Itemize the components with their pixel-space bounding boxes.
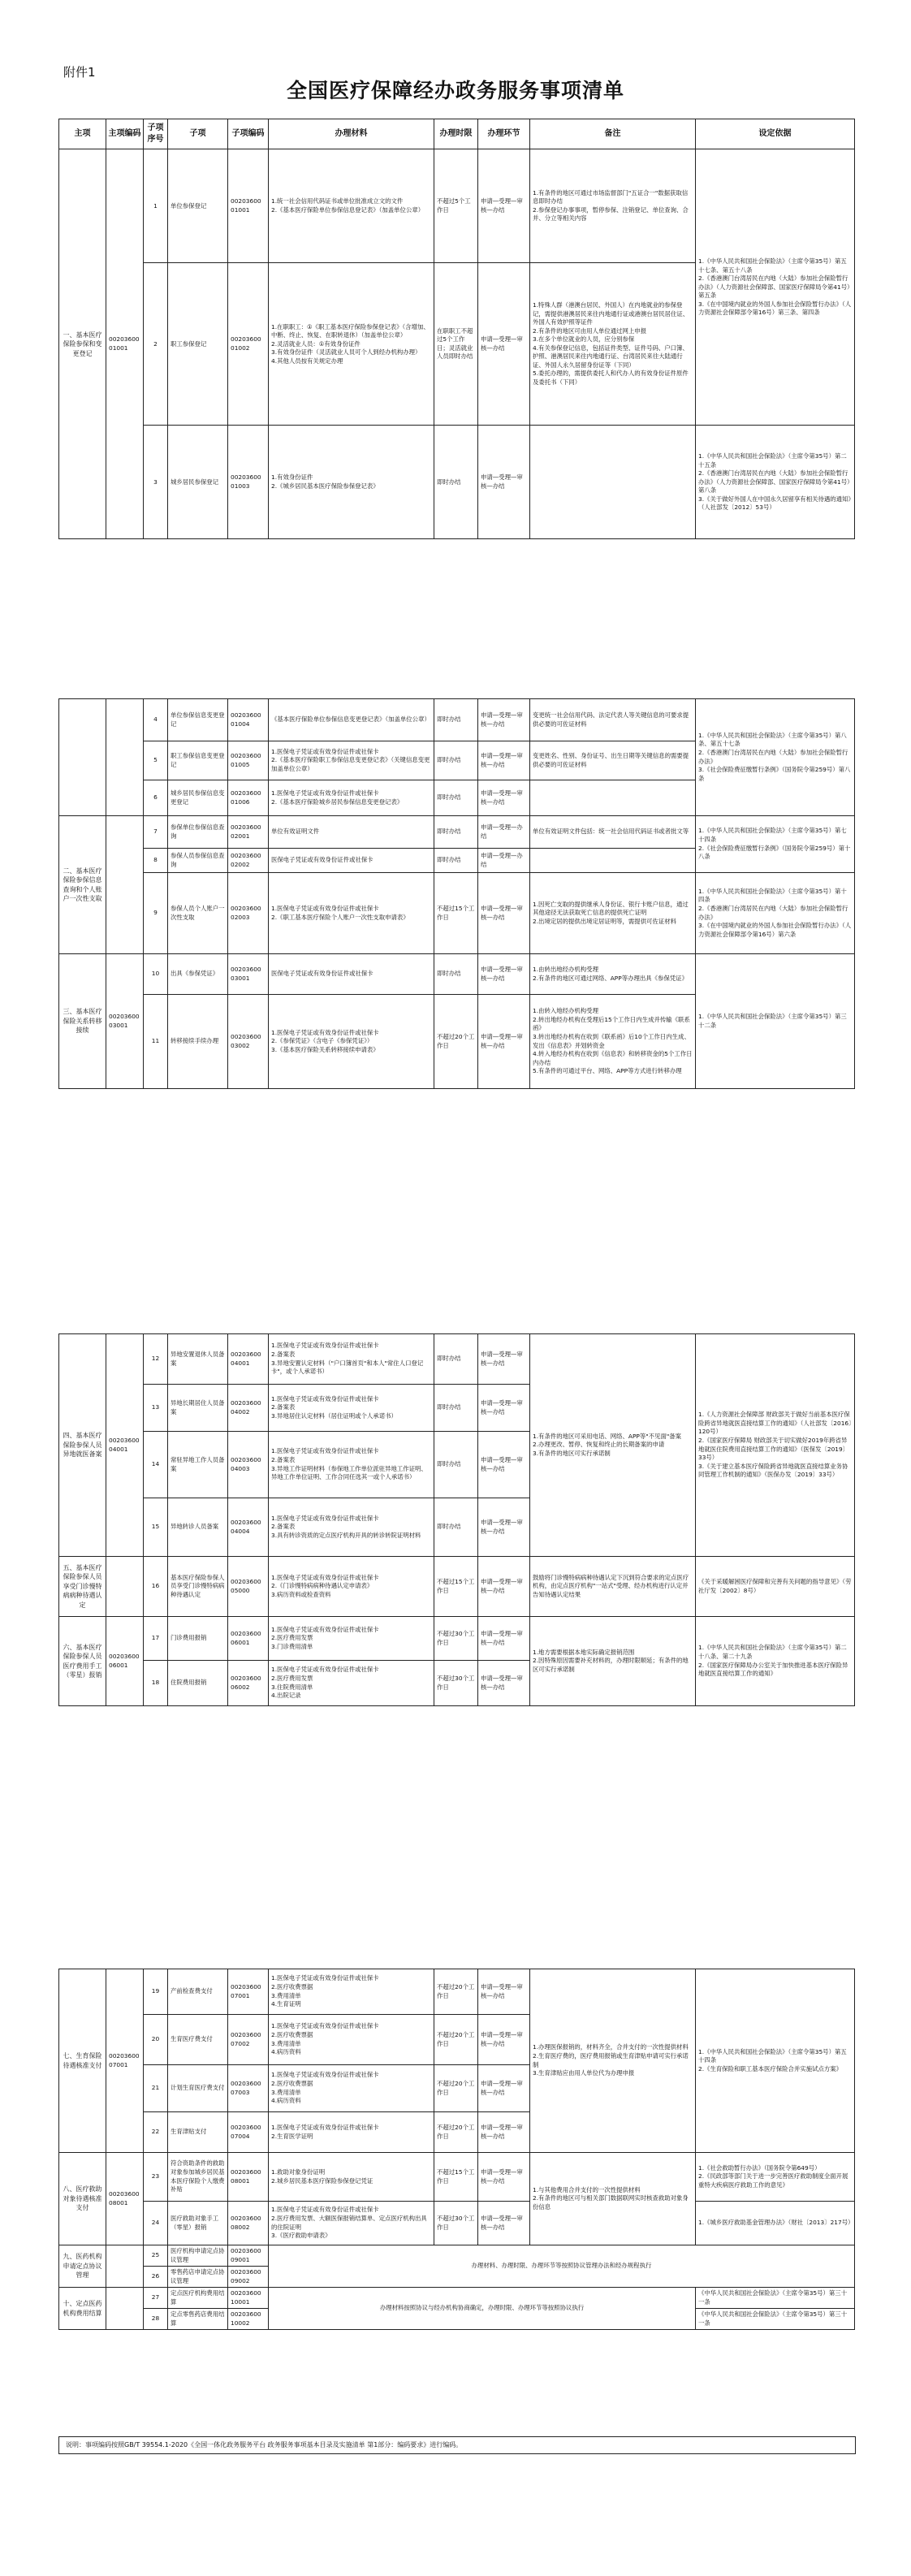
- sub-name: 生育医疗费支付: [168, 2015, 228, 2065]
- sub-code: 00203600 01002: [228, 263, 269, 426]
- sub-materials: 1.医保电子凭证或有效身份证件或社保卡 2.医疗费用发票 3.门诊费用清单: [269, 1617, 434, 1661]
- sub-steps: 申请—受理—审核—办结: [478, 954, 530, 995]
- sub-code: 00203600 04001: [228, 1334, 269, 1385]
- sub-name: 参保单位参保信息查询: [168, 816, 228, 849]
- main-item-name: 七、生育保险待遇核准支付: [59, 1969, 106, 2153]
- sub-code: 00203600 01004: [228, 699, 269, 741]
- sub-name: 医疗机构申请定点协议管理: [168, 2245, 228, 2267]
- sub-name: 职工参保信息变更登记: [168, 741, 228, 780]
- header-steps: 办理环节: [478, 119, 530, 149]
- sub-materials: 1.在职职工：①《职工基本医疗保险参保登记表》（含增加、中断、终止、恢复、在职转退休）（加盖单位公章） 2.灵活就业人员：①有效身份证件 3.有效身份证件（灵活就业人员可个人到经办机构办理） 4.其他人员按有关规定办理: [269, 263, 434, 426]
- sub-materials: 1.医保电子凭证或有效身份证件或社保卡 2.生育医学证明: [269, 2112, 434, 2153]
- sub-basis: 1.《中华人民共和国社会保险法》（主席令第35号）第十四条 2.《香港澳门台湾居民在内地（大陆）参加社会保险暂行办法》 3.《在中国境内就业的外国人参加社会保险暂行办法》（人力资源社会保障部令第16号）第六条: [696, 873, 855, 954]
- sub-basis: 1.《人力资源社会保障部 财政部关于做好当前基本医疗保险跨省异地就医直接结算工作的通知》（人社部发〔2016〕120号） 2.《国家医疗保障局 财政部关于切实做好2019年跨省异地就医住院费用直接结算工作的通知》（医保发〔2019〕33号） 3.《关于建立基本医疗保险跨省异地就医直接结算业务协同管理工作机制的通知》（医保办发〔2019〕33号）: [696, 1334, 855, 1557]
- sub-seq: 23: [144, 2153, 168, 2202]
- header-time-limit: 办理时限: [434, 119, 478, 149]
- sub-code: 00203600 04004: [228, 1498, 269, 1557]
- table-row: [59, 2202, 855, 2245]
- sub-materials: 1.医保电子凭证或有效身份证件或社保卡 2.《基本医疗保险职工参保信息变更登记表》（关键信息变更加盖单位公章）: [269, 741, 434, 780]
- sub-code: 00203600 07004: [228, 2112, 269, 2153]
- sub-steps: 申请—受理—审核—办结: [478, 2153, 530, 2202]
- sub-materials: 1.医保电子凭证或有效身份证件或社保卡 2.医疗费用发票 3.住院费用清单 4.出院记录: [269, 1661, 434, 1706]
- sub-basis: 1.《中华人民共和国社会保险法》（主席令第35号）第五十七条、第五十八条 2.《香港澳门台湾居民在内地（大陆）参加社会保险暂行办法》（人力资源社会保障部、国家医疗保障局令第41号）第五条 3.《在中国境内就业的外国人参加社会保险暂行办法》（人力资源社会保障部令第16号）第三条、第四条: [696, 149, 855, 426]
- sub-note: 变更统一社会信用代码、法定代表人等关键信息的可要求提供必要的可佐证材料: [530, 699, 696, 741]
- sub-code: 00203600 04002: [228, 1385, 269, 1432]
- sub-seq: 9: [144, 873, 168, 954]
- sub-basis: 《中华人民共和国社会保险法》（主席令第35号）第三十一条: [696, 2288, 855, 2309]
- header-sub-item: 子项: [168, 119, 228, 149]
- service-table-page-1: [58, 119, 855, 539]
- sub-materials: 医保电子凭证或有效身份证件或社保卡: [269, 849, 434, 873]
- sub-steps: 申请—受理—审核—办结: [478, 1498, 530, 1557]
- sub-note: 1.特殊人群（港澳台居民、外国人）在内地就业的参保登记，需提供港澳居民来往内地通行证或港澳台居民居住证、外国人有效护照等证件 2.有条件的地区可由用人单位通过网上申报 3.在多个单位就业的人员，应分别参保 4.有关参保登记信息，包括证件类型、证件号码、户口簿、护照、港澳居民来往内地通行证、台湾居民来往大陆通行证、外国人永久居留身份证等（下同） 5.委托办理的，需提供委托人和代办人的有效身份证件原件及委托书（下同）: [530, 263, 696, 426]
- sub-code: 00203600 03002: [228, 995, 269, 1089]
- sub-code: 00203600 01005: [228, 741, 269, 780]
- sub-seq: 11: [144, 995, 168, 1089]
- sub-time: 不超过20个工作日: [434, 2015, 478, 2065]
- sub-materials: 1.医保电子凭证或有效身份证件或社保卡 2.备案表 3.异地安置认定材料（"户口簿首页"和本人"常住人口登记卡"，或个人承诺书）: [269, 1334, 434, 1385]
- sub-steps: 申请—受理—审核—办结: [478, 1557, 530, 1617]
- service-table-page-2: [58, 698, 855, 1089]
- sub-seq: 18: [144, 1661, 168, 1706]
- sub-basis: 《中华人民共和国社会保险法》（主席令第35号）第三十一条: [696, 2309, 855, 2330]
- sub-materials: 《基本医疗保险单位参保信息变更登记表》（加盖单位公章）: [269, 699, 434, 741]
- sub-seq: 28: [144, 2309, 168, 2330]
- sub-seq: 20: [144, 2015, 168, 2065]
- sub-note: 1.与其他费用合并支付的一次性提供材料 2.有条件的地区可与相关部门数据联网实时核查救助对象身份信息: [530, 2153, 696, 2245]
- table-row: [59, 816, 855, 849]
- sub-steps: 申请—受理—审核—办结: [478, 995, 530, 1089]
- sub-materials: 1.医保电子凭证或有效身份证件或社保卡 2.医疗收费票据 3.费用清单 4.病历资料: [269, 2065, 434, 2112]
- sub-note: 1.因死亡支取的提供继承人身份证、银行卡账户信息，通过其他途径无法获取死亡信息的提供死亡证明 2.出境定居的提供出境定居证明等，需提供可佐证材料: [530, 873, 696, 954]
- table-row: [59, 1557, 855, 1617]
- sub-seq: 25: [144, 2245, 168, 2267]
- sub-time: 即时办结: [434, 1498, 478, 1557]
- sub-time: 即时办结: [434, 699, 478, 741]
- main-item-code: 00203600 08001: [106, 2153, 144, 2245]
- sub-note: 1.由转出地经办机构受理 2.有条件的地区可通过网络、APP等办理出具《参保凭证》: [530, 954, 696, 995]
- header-note: 备注: [530, 119, 696, 149]
- sub-code: 00203600 10002: [228, 2309, 269, 2330]
- sub-name: 异地安置退休人员备案: [168, 1334, 228, 1385]
- sub-code: 00203600 09002: [228, 2267, 269, 2288]
- sub-basis: 1.《中华人民共和国社会保险法》（主席令第35号）第三十二条: [696, 954, 855, 1089]
- sub-seq: 1: [144, 149, 168, 263]
- sub-time: 不超过30个工作日: [434, 1617, 478, 1661]
- main-item-name: 二、基本医疗保险参保信息查询和个人账户一次性支取: [59, 816, 106, 954]
- sub-time: 不超过20个工作日: [434, 2112, 478, 2153]
- sub-code: 00203600 06002: [228, 1661, 269, 1706]
- sub-time: 在职职工不超过5个工作日；灵活就业人员即时办结: [434, 263, 478, 426]
- sub-materials: 1.有效身份证件 2.《城乡居民基本医疗保险参保登记表》: [269, 426, 434, 539]
- sub-seq: 22: [144, 2112, 168, 2153]
- sub-name: 生育津贴支付: [168, 2112, 228, 2153]
- sub-code: 00203600 01006: [228, 780, 269, 816]
- table-row: [59, 149, 855, 263]
- sub-basis: 1.《中华人民共和国社会保险法》（主席令第35号）第二十五条 2.《香港澳门台湾居民在内地（大陆）参加社会保险暂行办法》（人力资源社会保障部、国家医疗保障局令第41号）第八条 3.《关于做好外国人在中国永久居留享有相关待遇的通知》（人社部发〔2012〕53号）: [696, 426, 855, 539]
- annex-label: 附件1: [63, 65, 96, 80]
- sub-name: 城乡居民参保信息变更登记: [168, 780, 228, 816]
- sub-seq: 10: [144, 954, 168, 995]
- sub-name: 城乡居民参保登记: [168, 426, 228, 539]
- main-item-name: 三、基本医疗保险关系转移接续: [59, 954, 106, 1089]
- sub-steps: 申请—受理—审核—办结: [478, 2112, 530, 2153]
- sub-time: 即时办结: [434, 1432, 478, 1498]
- sub-time: 即时办结: [434, 1334, 478, 1385]
- merged-cell-agreement: 办理材料、办理时限、办理环节等按照协议管理办法和经办规程执行: [269, 2245, 855, 2288]
- main-item-name: 六、基本医疗保险参保人员医疗费用手工（零星）报销: [59, 1617, 106, 1706]
- sub-steps: 申请—受理—审核—办结: [478, 1334, 530, 1385]
- table-row: [59, 954, 855, 995]
- sub-time: 即时办结: [434, 426, 478, 539]
- sub-code: 00203600 09001: [228, 2245, 269, 2267]
- header-main-code: 主项编码: [106, 119, 144, 149]
- sub-name: 常驻异地工作人员备案: [168, 1432, 228, 1498]
- sub-code: 00203600 07002: [228, 2015, 269, 2065]
- sub-steps: 申请—受理—审核—办结: [478, 780, 530, 816]
- sub-seq: 6: [144, 780, 168, 816]
- sub-code: 00203600 03001: [228, 954, 269, 995]
- merged-cell-settlement: 办理材料按照协议与经办机构协商确定，办理时限、办理环节等按照协议执行: [269, 2288, 696, 2330]
- sub-name: 异地长期居住人员备案: [168, 1385, 228, 1432]
- sub-note: 单位有效证明文件包括：统一社会信用代码证书或者批文等: [530, 816, 696, 849]
- sub-note: 1.地方需要根据本地实际确定报销范围 2.因特殊原因需要补充材料的，办理时限顺延；有条件的地区可实行承诺制: [530, 1617, 696, 1706]
- sub-steps: 申请—受理—审核—办结: [478, 1617, 530, 1661]
- sub-code: 00203600 08001: [228, 2153, 269, 2202]
- header-materials: 办理材料: [269, 119, 434, 149]
- sub-code: 00203600 04003: [228, 1432, 269, 1498]
- sub-steps: 申请—受理—审核—办结: [478, 741, 530, 780]
- sub-seq: 26: [144, 2267, 168, 2288]
- main-item-name: 九、医药机构申请定点协议管理: [59, 2245, 106, 2288]
- sub-time: 即时办结: [434, 780, 478, 816]
- sub-time: 不超过30个工作日: [434, 2202, 478, 2245]
- sub-time: 不超过15个工作日: [434, 873, 478, 954]
- main-item-code: [106, 1557, 144, 1617]
- sub-code: 00203600 02001: [228, 816, 269, 849]
- main-item-name: 四、基本医疗保险参保人员异地就医备案: [59, 1334, 106, 1557]
- sub-materials: 1.医保电子凭证或有效身份证件或社保卡 2.《基本医疗保险城乡居民参保信息变更登记表》: [269, 780, 434, 816]
- sub-time: 不超过30个工作日: [434, 1661, 478, 1706]
- sub-materials: 单位有效证明文件: [269, 816, 434, 849]
- sub-seq: 14: [144, 1432, 168, 1498]
- sub-seq: 17: [144, 1617, 168, 1661]
- sub-name: 定点零售药店费用结算: [168, 2309, 228, 2330]
- sub-seq: 13: [144, 1385, 168, 1432]
- sub-steps: 申请—受理—办结: [478, 816, 530, 849]
- sub-steps: 申请—受理—审核—办结: [478, 2065, 530, 2112]
- sub-name: 职工参保登记: [168, 263, 228, 426]
- sub-materials: 1.医保电子凭证或有效身份证件或社保卡 2.《门诊慢特病病种待遇认定申请表》 3.病历资料或检查资料: [269, 1557, 434, 1617]
- sub-code: 00203600 08002: [228, 2202, 269, 2245]
- sub-note: [530, 426, 696, 539]
- document-title: 全国医疗保障经办政务服务事项清单: [286, 79, 624, 102]
- sub-note: 1.有条件的地区可通过市场监督部门"五证合一"数据获取信息即时办结 2.参保登记办事事项，暂停参保、注销登记、单位查询、合并、分立等相关内容: [530, 149, 696, 263]
- header-sub-seq: 子项序号: [144, 119, 168, 149]
- sub-basis: 1.《中华人民共和国社会保险法》（主席令第35号）第八条、第五十七条 2.《香港澳门台湾居民在内地（大陆）参加社会保险暂行办法》 3.《社会保险费征缴暂行条例》（国务院令第259号）第八条: [696, 699, 855, 816]
- sub-name: 定点医疗机构费用结算: [168, 2288, 228, 2309]
- sub-basis: 1.《中华人民共和国社会保险法》（主席令第35号）第七十四条 2.《社会保险费征缴暂行条例》（国务院令第259号）第十八条: [696, 816, 855, 873]
- sub-name: 零售药店申请定点协议管理: [168, 2267, 228, 2288]
- header-sub-code: 子项编码: [228, 119, 269, 149]
- sub-materials: 1.医保电子凭证或有效身份证件或社保卡 2.备案表 3.异地工作证明材料（参保地工作单位派驻异地工作证明、异地工作单位证明、工作合同任选其一或个人承诺书）: [269, 1432, 434, 1498]
- main-item-code: [106, 2288, 144, 2330]
- sub-time: 不超过20个工作日: [434, 1969, 478, 2015]
- sub-seq: 21: [144, 2065, 168, 2112]
- sub-name: 异地转诊人员备案: [168, 1498, 228, 1557]
- sub-seq: 19: [144, 1969, 168, 2015]
- sub-steps: 申请—受理—审核—办结: [478, 1969, 530, 2015]
- sub-name: 单位参保信息变更登记: [168, 699, 228, 741]
- sub-time: 不超过15个工作日: [434, 2153, 478, 2202]
- sub-time: 即时办结: [434, 849, 478, 873]
- sub-basis: 1.《社会救助暂行办法》（国务院令第649号） 2.《民政部等部门关于进一步完善医疗救助制度全面开展重特大疾病医疗救助工作的意见》: [696, 2153, 855, 2202]
- main-item-code: 00203600 04001: [106, 1334, 144, 1557]
- main-item-code: 00203600 06001: [106, 1617, 144, 1706]
- sub-seq: 8: [144, 849, 168, 873]
- sub-name: 医疗救助对象手工（零星）报销: [168, 2202, 228, 2245]
- sub-name: 转移接续手续办理: [168, 995, 228, 1089]
- table-row: [59, 1334, 855, 1385]
- main-item-code: 00203600 01001: [106, 149, 144, 539]
- sub-time: 不超过5个工作日: [434, 149, 478, 263]
- main-item-name: 十、定点医药机构费用结算: [59, 2288, 106, 2330]
- sub-steps: 申请—受理—审核—办结: [478, 873, 530, 954]
- table-row: [59, 2245, 855, 2267]
- main-item-code: [106, 816, 144, 954]
- main-item-name: [59, 699, 106, 816]
- main-item-code: 00203600 07001: [106, 1969, 144, 2153]
- sub-seq: 7: [144, 816, 168, 849]
- sub-name: 符合资助条件的救助对象参加城乡居民基本医疗保险个人缴费补贴: [168, 2153, 228, 2202]
- sub-materials: 医保电子凭证或有效身份证件或社保卡: [269, 954, 434, 995]
- header-basis: 设定依据: [696, 119, 855, 149]
- sub-note: [530, 780, 696, 816]
- sub-code: 00203600 10001: [228, 2288, 269, 2309]
- sub-materials: 1.医保电子凭证或有效身份证件或社保卡 2.备案表 3.异地居住认定材料（居住证明或个人承诺书）: [269, 1385, 434, 1432]
- main-item-code: [106, 2245, 144, 2288]
- sub-materials: 1.统一社会信用代码证书或单位批准成立文的文件 2.《基本医疗保险单位参保信息登记表》（加盖单位公章）: [269, 149, 434, 263]
- sub-name: 门诊费用报销: [168, 1617, 228, 1661]
- sub-time: 即时办结: [434, 1385, 478, 1432]
- sub-code: 00203600 02003: [228, 873, 269, 954]
- sub-time: 即时办结: [434, 954, 478, 995]
- table-row: [59, 1617, 855, 1661]
- sub-steps: 申请—受理—办结: [478, 849, 530, 873]
- sub-seq: 3: [144, 426, 168, 539]
- sub-name: 参保人员参保信息查询: [168, 849, 228, 873]
- sub-steps: 申请—受理—审核—办结: [478, 1432, 530, 1498]
- sub-note: 1.有条件的地区可采用电话、网络、APP等"不见面"备案 2.办理更改、暂停、恢复和终止的长期备案的申请 3.有条件的地区可实行承诺制: [530, 1334, 696, 1557]
- sub-materials: 1.医保电子凭证或有效身份证件或社保卡 2.备案表 3.具有转诊资质的定点医疗机构开具的转诊转院证明材料: [269, 1498, 434, 1557]
- sub-seq: 2: [144, 263, 168, 426]
- table-row: [59, 1969, 855, 2015]
- sub-name: 计划生育医疗费支付: [168, 2065, 228, 2112]
- sub-seq: 4: [144, 699, 168, 741]
- sub-steps: 申请—受理—审核—办结: [478, 1661, 530, 1706]
- sub-name: 单位参保登记: [168, 149, 228, 263]
- sub-time: 不超过20个工作日: [434, 2065, 478, 2112]
- sub-materials: 1.医保电子凭证或有效身份证件或社保卡 2.医疗费用发票、大额医保报销结算单、定点医疗机构出具的住院证明 3.《医疗救助申请表》: [269, 2202, 434, 2245]
- sub-materials: 1.医保电子凭证或有效身份证件或社保卡 2.《参保凭证》（含电子《参保凭证》） 3.《基本医疗保险关系转移接续申请表》: [269, 995, 434, 1089]
- sub-code: 00203600 01003: [228, 426, 269, 539]
- sub-materials: 1.救助对象身份证明 2.城乡居民基本医疗保险参保登记凭证: [269, 2153, 434, 2202]
- sub-note: 变更姓名、性别、身份证号、出生日期等关键信息的需要提供必要的可佐证材料: [530, 741, 696, 780]
- sub-steps: 申请—受理—审核—办结: [478, 1385, 530, 1432]
- sub-seq: 15: [144, 1498, 168, 1557]
- table-row: [59, 699, 855, 741]
- main-item-code: 00203600 03001: [106, 954, 144, 1089]
- sub-time: 即时办结: [434, 816, 478, 849]
- sub-time: 即时办结: [434, 741, 478, 780]
- footnote: 说明：事项编码按照GB/T 39554.1-2020《全国一体化政务服务平台 政务服务事项基本目录及实施清单 第1部分：编码要求》进行编码。: [58, 2436, 856, 2454]
- sub-code: 00203600 07001: [228, 1969, 269, 2015]
- main-item-code: [106, 699, 144, 816]
- sub-name: 参保人员个人账户一次性支取: [168, 873, 228, 954]
- sub-name: 产前检查费支付: [168, 1969, 228, 2015]
- sub-seq: 12: [144, 1334, 168, 1385]
- sub-time: 不超过20个工作日: [434, 995, 478, 1089]
- sub-seq: 27: [144, 2288, 168, 2309]
- sub-code: 00203600 01001: [228, 149, 269, 263]
- table-row: [59, 2288, 855, 2309]
- sub-basis: 1.《中华人民共和国社会保险法》（主席令第35号）第二十八条、第二十九条 2.《国家医疗保障局办公室关于加快推进基本医疗保险异地就医直接结算工作的通知》: [696, 1617, 855, 1706]
- sub-steps: 申请—受理—审核—办结: [478, 149, 530, 263]
- table-row: [59, 426, 855, 539]
- sub-note: [530, 849, 696, 873]
- sub-basis: 《关于采暖解困医疗保障和完善有关问题的指导意见》（劳社厅发〔2002〕8号）: [696, 1557, 855, 1617]
- sub-note: 1.办理医保报销的，材料齐全，合并支付的一次性提供材料 2.生育医疗费的，医疗费用报销或生育津贴申请可实行承诺制 3.生育津贴应由用人单位代为办理申报: [530, 1969, 696, 2153]
- sub-code: 00203600 07003: [228, 2065, 269, 2112]
- sub-steps: 申请—受理—审核—办结: [478, 2202, 530, 2245]
- sub-materials: 1.医保电子凭证或有效身份证件或社保卡 2.医疗收费票据 3.费用清单 4.病历资料: [269, 2015, 434, 2065]
- sub-seq: 5: [144, 741, 168, 780]
- main-item-name: 五、基本医疗保险参保人员享受门诊慢特病病种待遇认定: [59, 1557, 106, 1617]
- sub-steps: 申请—受理—审核—办结: [478, 699, 530, 741]
- sub-time: 不超过15个工作日: [434, 1557, 478, 1617]
- sub-basis: 1.《城乡医疗救助基金管理办法》（财社〔2013〕217号）: [696, 2202, 855, 2245]
- service-table-page-3: [58, 1333, 855, 1706]
- sub-note: 1.由转入地经办机构受理 2.转出地经办机构在受理后15个工作日内生成并传输《联系函》 3.转出地经办机构在收到《联系函》后10个工作日内生成、发出《信息表》并划转资金 4.转入地经办机构在收到《信息表》和转移资金的5个工作日内办结 5.有条件的可通过平台、网络、APP等方式进行转移办理: [530, 995, 696, 1089]
- table-header-row: [59, 119, 855, 149]
- sub-materials: 1.医保电子凭证或有效身份证件或社保卡 2.《职工基本医疗保险个人账户一次性支取申请表》: [269, 873, 434, 954]
- sub-code: 00203600 05000: [228, 1557, 269, 1617]
- sub-note: 鼓励将门诊慢特病病种待遇认定下沉到符合要求的定点医疗机构，由定点医疗机构"一站式"受理、经办机构进行认定并告知待遇认定结果: [530, 1557, 696, 1617]
- table-row: [59, 2153, 855, 2202]
- sub-basis: 1.《中华人民共和国社会保险法》（主席令第35号）第五十四条 2.《生育保险和职工基本医疗保险合并实施试点方案》: [696, 1969, 855, 2153]
- sub-name: 住院费用报销: [168, 1661, 228, 1706]
- sub-name: 基本医疗保险参保人员享受门诊慢特病病种待遇认定: [168, 1557, 228, 1617]
- sub-materials: 1.医保电子凭证或有效身份证件或社保卡 2.医疗收费票据 3.费用清单 4.生育证明: [269, 1969, 434, 2015]
- sub-code: 00203600 06001: [228, 1617, 269, 1661]
- main-item-name: 八、医疗救助对象待遇核准支付: [59, 2153, 106, 2245]
- sub-code: 00203600 02002: [228, 849, 269, 873]
- main-item-name: 一、基本医疗保险参保和变更登记: [59, 149, 106, 539]
- table-row: [59, 873, 855, 954]
- sub-steps: 申请—受理—审核—办结: [478, 263, 530, 426]
- sub-steps: 申请—受理—审核—办结: [478, 2015, 530, 2065]
- sub-seq: 16: [144, 1557, 168, 1617]
- header-main-item: 主项: [59, 119, 106, 149]
- sub-steps: 申请—受理—审核—办结: [478, 426, 530, 539]
- sub-seq: 24: [144, 2202, 168, 2245]
- service-table-page-4: [58, 1969, 855, 2330]
- sub-name: 出具《参保凭证》: [168, 954, 228, 995]
